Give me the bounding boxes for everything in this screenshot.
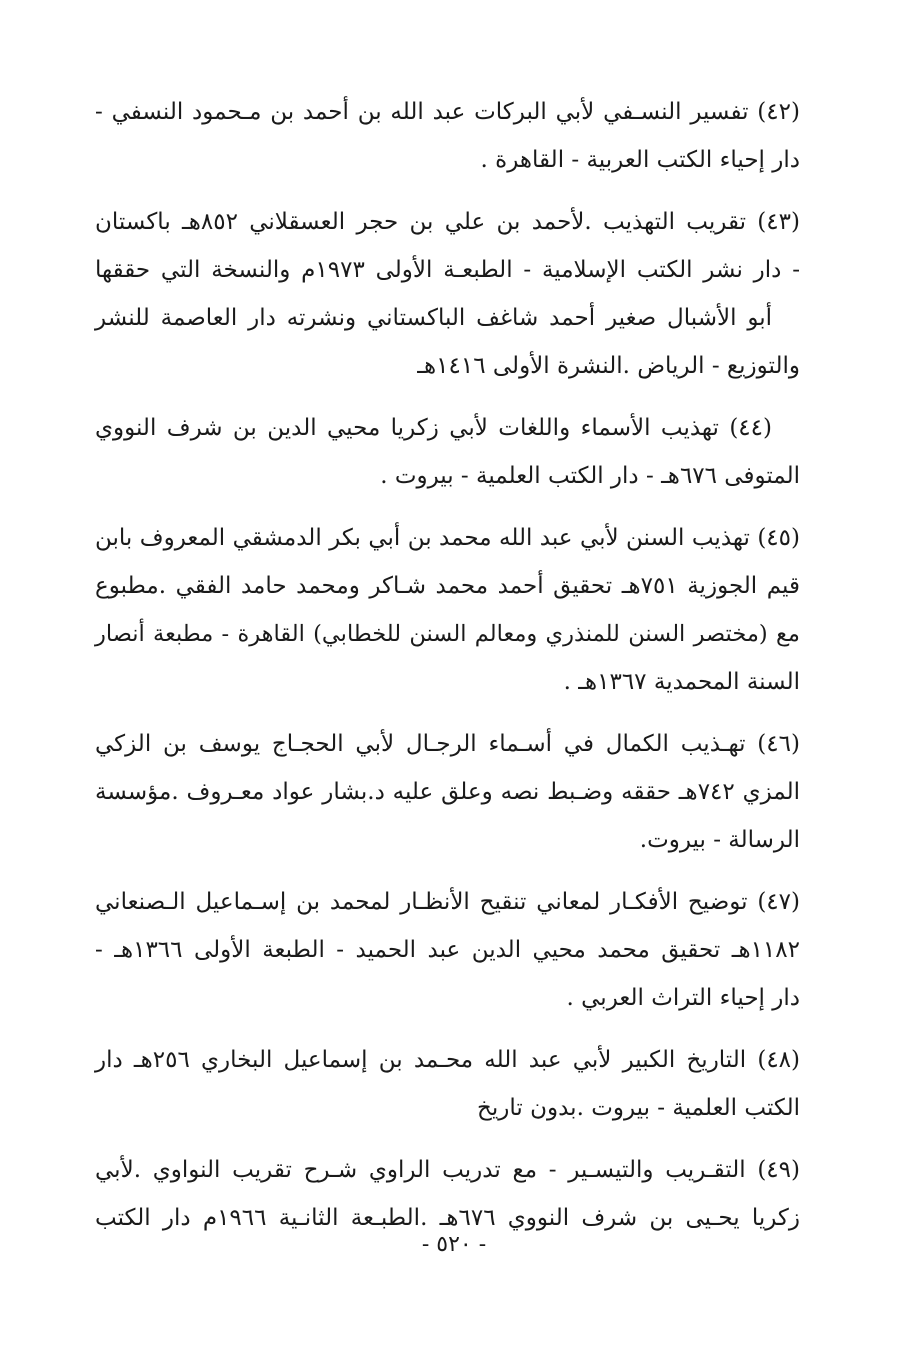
entry-line: المتوفى ٦٧٦هـ - دار الكتب العلمية - بيروت .	[380, 463, 800, 489]
entry-line: (٤٩) التقـريب والتيسـير - مع تدريب الراوي شـرح تقريب النواوي .لأبي	[95, 1157, 800, 1183]
page-number: - ٥٢٠ -	[421, 1232, 487, 1257]
entry-line: الكتب العلمية - بيروت .بدون تاريخ	[477, 1095, 800, 1121]
bibliography-entry-42	[95, 88, 800, 184]
entry-line: أبو الأشبال صغير أحمد شاغف الباكستاني ونشرته دار العاصمة للنشر	[95, 305, 772, 331]
entry-line: (٤٢) تفسير النسـفي لأبي البركات عبد الله بن أحمد بن مـحمود النسفي -	[95, 99, 800, 125]
bibliography-list	[95, 88, 800, 1256]
bibliography-entry-48	[95, 1036, 800, 1132]
entry-line: السنة المحمدية ١٣٦٧هـ .	[563, 669, 800, 695]
entry-line: زكريا يحـيى بن شرف النووي ٦٧٦هـ .الطبـعة الثانـية ١٩٦٦م دار الكتب	[95, 1205, 800, 1231]
entry-line: (٤٨) التاريخ الكبير لأبي عبد الله محـمد بن إسماعيل البخاري ٢٥٦هـ دار	[95, 1047, 801, 1073]
bibliography-entry-49	[95, 1146, 800, 1242]
entry-line: والتوزيع - الرياض .النشرة الأولى ١٤١٦هـ	[417, 353, 800, 379]
bibliography-entry-45	[95, 514, 800, 706]
entry-line: (٤٤) تهذيب الأسماء واللغات لأبي زكريا محيي الدين بن شرف النووي	[95, 415, 772, 441]
bibliography-entry-43	[95, 198, 800, 390]
entry-line: ١١٨٢هـ تحقيق محمد محيي الدين عبد الحميد - الطبعة الأولى ١٣٦٦هـ -	[95, 937, 800, 963]
entry-line: (٤٧) توضيح الأفكـار لمعاني تنقيح الأنظـار لمحمد بن إسـماعيل الـصنعاني	[95, 889, 800, 915]
entry-line: - دار نشر الكتب الإسلامية - الطبعـة الأولى ١٩٧٣م والنسخة التي حققها	[95, 257, 800, 283]
entry-line: (٤٦) تهـذيب الكمال في أسـماء الرجـال لأبي الحجـاج يوسف بن الزكي	[95, 731, 800, 757]
entry-line: الرسالة - بيروت.	[639, 827, 800, 853]
entry-line: قيم الجوزية ٧٥١هـ تحقيق أحمد محمد شـاكر ومحمد حامد الفقي .مطبوع	[95, 573, 800, 599]
bibliography-entry-46	[95, 720, 800, 864]
entry-line: المزي ٧٤٢هـ حققه وضـبط نصه وعلق عليه د.بشار عواد معـروف .مؤسسة	[95, 779, 800, 805]
entry-line: دار إحياء التراث العربي .	[566, 985, 800, 1011]
entry-line: (٤٣) تقريب التهذيب .لأحمد بن علي بن حجر العسقلاني ٨٥٢هـ باكستان	[95, 209, 800, 235]
entry-line: دار إحياء الكتب العربية - القاهرة .	[480, 147, 800, 173]
entry-line: (٤٥) تهذيب السنن لأبي عبد الله محمد بن أبي بكر الدمشقي المعروف بابن	[95, 525, 800, 551]
bibliography-entry-44	[95, 404, 800, 500]
bibliography-entry-47	[95, 878, 800, 1022]
entry-line: مع (مختصر السنن للمنذري ومعالم السنن للخطابي) القاهرة - مطبعة أنصار	[95, 621, 800, 647]
